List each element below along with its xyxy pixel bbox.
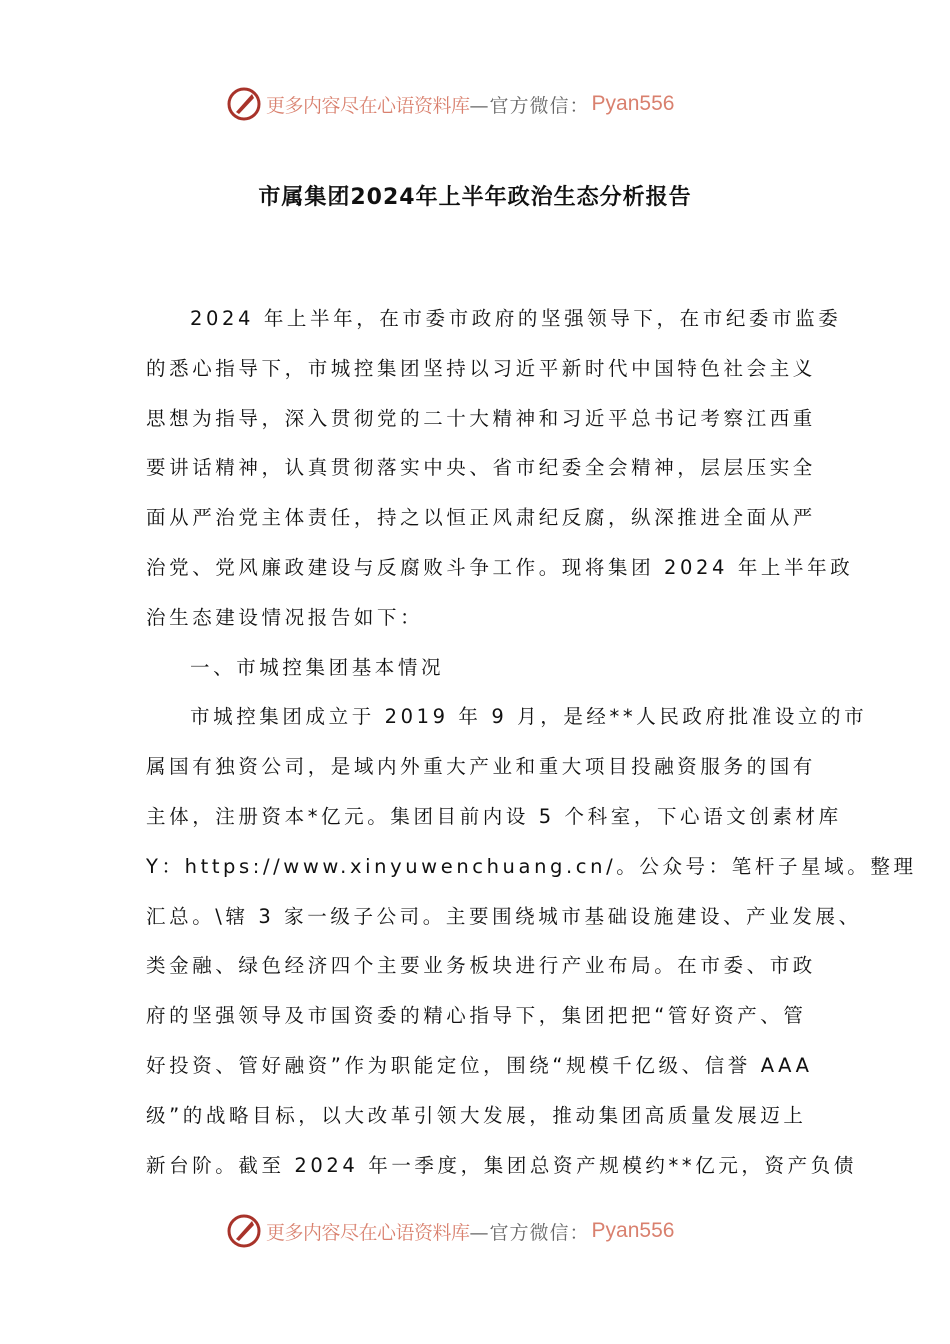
footer-watermark-banner	[226, 1209, 726, 1253]
body-line: 要讲话精神，认真贯彻落实中央、省市纪委全会精神，层层压实全	[146, 456, 816, 480]
body-line: 治党、党风廉政建设与反腐败斗争工作。现将集团 2024 年上半年政	[146, 556, 854, 579]
body-line: 类金融、绿色经济四个主要业务板块进行产业布局。在市委、市政	[146, 954, 816, 978]
header-watermark-banner	[226, 82, 726, 126]
body-line: 府的坚强领导及市国资委的精心指导下，集团把把“管好资产、管	[146, 1004, 807, 1028]
body-line: 汇总。\辖 3 家一级子公司。主要围绕城市基础设施建设、产业发展、	[146, 904, 862, 928]
body-line: 市城控集团成立于 2019 年 9 月，是经**人民政府批准设立的市	[190, 705, 868, 729]
banner-text: 更多内容尽在心语资料库	[266, 94, 470, 117]
body-line: 思想为指导，深入贯彻党的二十大精神和习近平总书记考察江西重	[146, 406, 816, 430]
body-line: 的悉心指导下，市城控集团坚持以习近平新时代中国特色社会主义	[146, 356, 816, 380]
document-title: 市属集团2024年上半年政治生态分析报告	[258, 185, 692, 210]
body-line: 属国有独资公司，是域内外重大产业和重大项目投融资服务的国有	[146, 755, 816, 779]
body-line: 治生态建设情况报告如下：	[146, 605, 424, 629]
body-line: 面从严治党主体责任，持之以恒正风肃纪反腐，纵深推进全面从严	[146, 506, 816, 530]
pen-logo-icon	[226, 1213, 262, 1249]
body-line: 2024 年上半年，在市委市政府的坚强领导下，在市纪委市监委	[190, 307, 842, 330]
body-line: 主体，注册资本*亿元。集团目前内设 5 个科室，下心语文创素材库	[146, 805, 842, 828]
banner-wechat-id: Pyan556	[591, 1219, 675, 1242]
body-line: 一、市城控集团基本情况	[190, 655, 445, 679]
body-line: 好投资、管好融资”作为职能定位，围绕“规模千亿级、信誉 AAA	[146, 1054, 813, 1077]
pen-logo-icon	[226, 86, 262, 122]
banner-wechat-id: Pyan556	[591, 92, 675, 115]
body-line: Y：https://www.xinyuwenchuang.cn/。公众号：笔杆子星域。整理	[146, 854, 917, 878]
body-line: 级”的战略目标，以大改革引领大发展，推动集团高质量发展迈上	[146, 1103, 807, 1127]
banner-wechat-label: —官方微信：	[469, 94, 590, 117]
body-line: 新台阶。截至 2024 年一季度，集团总资产规模约**亿元，资产负债	[146, 1153, 857, 1177]
banner-text: 更多内容尽在心语资料库	[266, 1221, 470, 1244]
banner-wechat-label: —官方微信：	[469, 1221, 590, 1244]
